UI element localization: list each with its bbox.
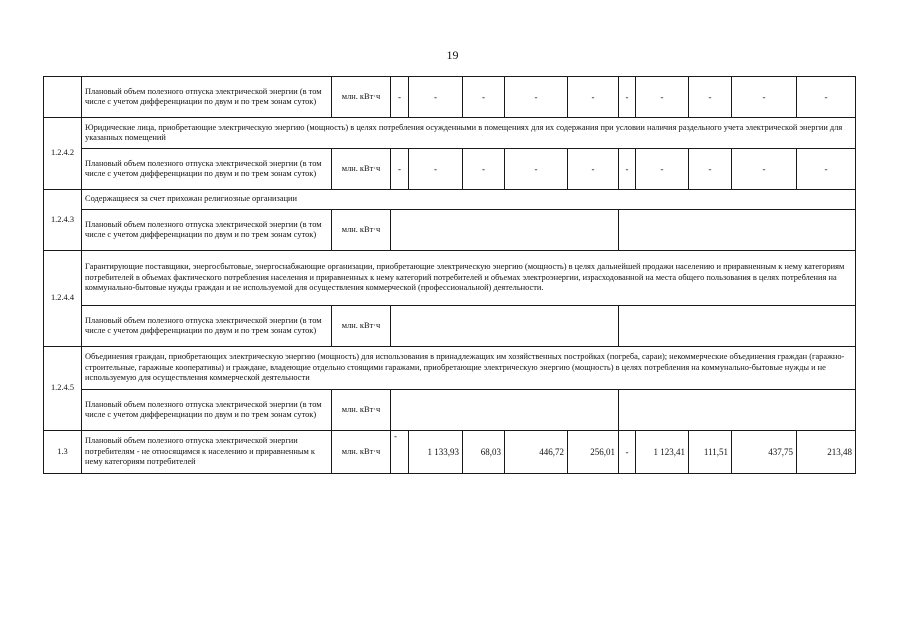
row-number: 1.3 [44, 431, 82, 474]
empty-value-block [619, 210, 856, 251]
value-cell: - [409, 149, 463, 190]
table-row [44, 306, 856, 347]
value-cell: - [797, 77, 856, 118]
value-cell: 213,48 [797, 431, 856, 474]
unit-cell: млн. кВт·ч [332, 431, 391, 474]
value-cell: - [636, 77, 689, 118]
row-number: 1.2.4.4 [44, 251, 82, 347]
empty-value-block [619, 390, 856, 431]
value-cell: - [732, 149, 797, 190]
unit-cell: млн. кВт·ч [332, 149, 391, 190]
row-number: 1.2.4.2 [44, 118, 82, 190]
table-row [44, 210, 856, 251]
value-cell: 1 133,93 [409, 431, 463, 474]
empty-value-block [391, 390, 619, 431]
row-label: Плановый объем полезного отпуска электрической энергии (в том числе с учетом дифференциации по двум и по трем зонам суток) [82, 390, 332, 431]
table-row [44, 149, 856, 190]
table-row [44, 347, 856, 390]
value-cell: - [391, 77, 409, 118]
table-row [44, 251, 856, 306]
row-label: Плановый объем полезного отпуска электрической энергии (в том числе с учетом дифференциации по двум и по трем зонам суток) [82, 77, 332, 118]
value-cell: - [505, 77, 568, 118]
value-cell: 437,75 [732, 431, 797, 474]
value-cell: 256,01 [568, 431, 619, 474]
empty-value-block [619, 306, 856, 347]
value-cell: - [463, 77, 505, 118]
unit-cell: млн. кВт·ч [332, 210, 391, 251]
value-cell: - [619, 149, 636, 190]
row-number [44, 77, 82, 118]
value-cell: - [409, 77, 463, 118]
unit-cell: млн. кВт·ч [332, 77, 391, 118]
value-cell: - [391, 431, 409, 474]
value-cell: - [505, 149, 568, 190]
row-label: Плановый объем полезного отпуска электрической энергии (в том числе с учетом дифференциации по двум и по трем зонам суток) [82, 210, 332, 251]
empty-value-block [391, 210, 619, 251]
value-cell: 446,72 [505, 431, 568, 474]
row-number: 1.2.4.5 [44, 347, 82, 431]
section-title: Гарантирующие поставщики, энергосбытовые, энергоснабжающие организации, приобретающие электрическую энергию (мощность) в целях дальнейшей продажи населению и приравненным к нему категориям потребителей в объемах фактического потребления населения и приравненных к нему категорий потребителей и объемах электроэнергии, израсходованной на места общего пользования в целях потребления на коммунально-бытовые нужды граждан и не используемой для осуществления коммерческой (профессиональной) деятельности. [82, 251, 856, 306]
value-cell: - [797, 149, 856, 190]
section-title: Объединения граждан, приобретающих электрическую энергию (мощность) для использования в принадлежащих им хозяйственных постройках (погреба, сараи); некоммерческие объединения граждан (гаражно-строительные, гаражные кооперативы) и граждане, владеющие отдельно стоящими гаражами, приобретающие электрическую энергию (мощность) в целях потребления на коммунально-бытовые нужды и не используемую для осуществления коммерческой деятельности [82, 347, 856, 390]
value-cell: 111,51 [689, 431, 732, 474]
value-cell: - [391, 149, 409, 190]
row-label: Плановый объем полезного отпуска электрической энергии (в том числе с учетом дифференциации по двум и по трем зонам суток) [82, 149, 332, 190]
table-row [44, 190, 856, 210]
value-cell: - [619, 77, 636, 118]
row-label: Плановый объем полезного отпуска электрической энергии потребителям - не относящимся к населению и приравненным к нему категориям потребителей [82, 431, 332, 474]
table-row [44, 118, 856, 149]
value-cell: 68,03 [463, 431, 505, 474]
unit-cell: млн. кВт·ч [332, 390, 391, 431]
value-cell: - [463, 149, 505, 190]
value-cell: - [568, 77, 619, 118]
value-cell: - [732, 77, 797, 118]
value-cell: - [619, 431, 636, 474]
row-number: 1.2.4.3 [44, 190, 82, 251]
value-cell: - [636, 149, 689, 190]
value-cell: - [689, 77, 732, 118]
section-title: Юридические лица, приобретающие электрическую энергию (мощность) в целях потребления осужденными в помещениях для их содержания при условии наличия раздельного учета электрической энергии для указанных помещений [82, 118, 856, 149]
unit-cell: млн. кВт·ч [332, 306, 391, 347]
value-cell: - [568, 149, 619, 190]
section-title: Содержащиеся за счет прихожан религиозные организации [82, 190, 856, 210]
empty-value-block [391, 306, 619, 347]
table-row [44, 431, 856, 474]
row-label: Плановый объем полезного отпуска электрической энергии (в том числе с учетом дифференциации по двум и по трем зонам суток) [82, 306, 332, 347]
page-number: 19 [446, 48, 459, 62]
table-row [44, 77, 856, 118]
value-cell: - [689, 149, 732, 190]
tariff-volume-table [43, 76, 856, 474]
table-row [44, 390, 856, 431]
value-cell: 1 123,41 [636, 431, 689, 474]
